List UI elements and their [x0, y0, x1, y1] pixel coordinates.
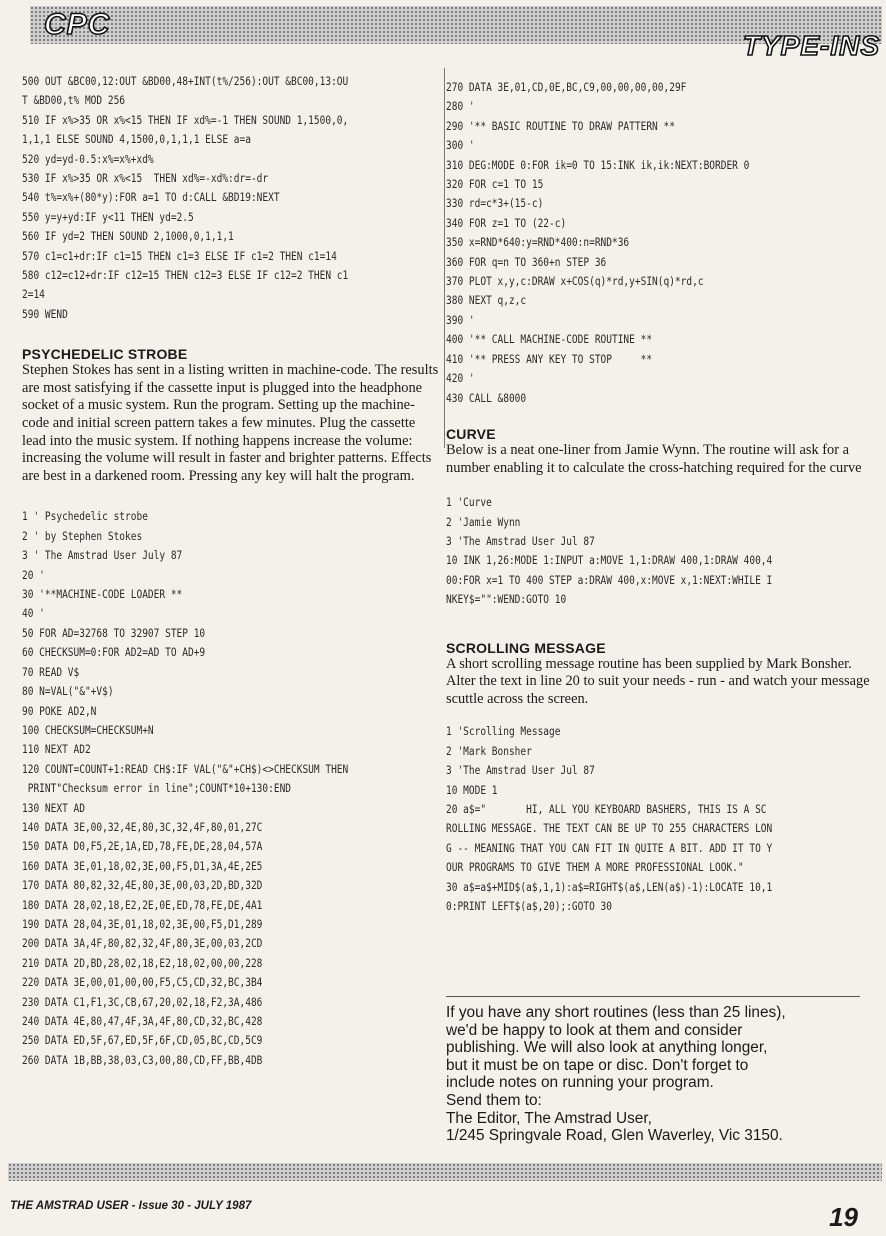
strobe-description: Stephen Stokes has sent in a listing written in machine-code. The results are most satisfying if the cassette input is plugged into the headphone socket of a music system. Run the program. Setting up the machine-code and initial screen pattern takes a few minutes. Plug the cassette lead into the music system. If nothing happens increase the volume: increasing the volume will result in faster and brighter patterns. Effects are best in a darkened room. Pressing any key will halt the program.: [22, 362, 439, 484]
note-line: but it must be on tape or disc. Don't forget to: [446, 1056, 749, 1074]
section-label-type-ins: TYPE-INS: [742, 30, 880, 61]
curve-description: Below is a neat one-liner from Jamie Wynn. The routine will ask for a number enabling it to calculate the cross-hatching required for the curve: [446, 441, 862, 476]
heading-scrolling-message: SCROLLING MESSAGE: [446, 639, 606, 656]
listing-strobe-continued: 270 DATA 3E,01,CD,0E,BC,C9,00,00,00,00,29F 280 ' 290 '** BASIC ROUTINE TO DRAW PATTERN ** 300 ' 310 DEG:MODE 0:FOR ik=0 TO 15:INK ik,ik:NEXT:BORDER 0 320 FOR c=1 TO 15 330 rd=c*3+(15-c) 340 FOR z=1 TO (22-c) 350 x=RND*640:y=RND*400:n=RND*36 360 FOR q=n TO 360+n STEP 36 370 PLOT x,y,c:DRAW x+COS(q)*rd,y+SIN(q)*rd,c 380 NEXT q,z,c 390 ' 400 '** CALL MACHINE-CODE ROUTINE ** 410 '** PRESS ANY KEY TO STOP ** 420 ' 430 CALL &8000: [446, 80, 750, 405]
listing-psychedelic-strobe: 1 ' Psychedelic strobe 2 ' by Stephen Stokes 3 ' The Amstrad User July 87 20 ' 30 '**MACHINE-CODE LOADER ** 40 ' 50 FOR AD=32768 TO 32907 STEP 10 60 CHECKSUM=0:FOR AD2=AD TO AD+9 70 READ V$ 80 N=VAL("&"+V$) 90 POKE AD2,N 100 CHECKSUM=CHECKSUM+N 110 NEXT AD2 120 COUNT=COUNT+1:READ CH$:IF VAL("&"+CH$)<>CHECKSUM THEN PRINT"Checksum error in line";COUNT*10+130:END 130 NEXT AD 140 DATA 3E,00,32,4E,80,3C,32,4F,80,01,27C 150 DATA D0,F5,2E,1A,ED,78,FE,DE,28,04,57A 160 DATA 3E,01,18,02,3E,00,F5,D1,3A,4E,2E5 170 DATA 80,82,32,4E,80,3E,00,03,2D,BD,32D 180 DATA 28,02,18,E2,2E,0E,ED,78,FE,DE,4A1 190 DATA 28,04,3E,01,18,02,3E,00,F5,D1,289 200 DATA 3A,4F,80,82,32,4F,80,3E,00,03,2CD 210 DATA 2D,BD,28,02,18,E2,18,02,00,00,228 220 DATA 3E,00,01,00,00,F5,C5,CD,32,BC,3B4 230 DATA C1,F1,3C,CB,67,20,02,18,F2,3A,486 240 DATA 4E,80,47,4F,3A,4F,80,CD,32,BC,428 250 DATA ED,5F,67,ED,5F,6F,CD,05,BC,CD,5C9 260 DATA 1B,BB,38,03,C3,00,80,CD,FF,BB,4DB: [22, 509, 349, 1067]
scrolling-message-description: A short scrolling message routine has been supplied by Mark Bonsher. Alter the text in line 20 to suit your needs - run - and watch your message scuttle across the screen.: [446, 655, 870, 707]
right-column: [446, 78, 871, 916]
left-column: [22, 72, 442, 1070]
footer-band: [8, 1163, 882, 1181]
note-line: If you have any short routines (less than 25 lines),: [446, 1004, 786, 1021]
listing-curve: 1 'Curve 2 'Jamie Wynn 3 'The Amstrad User Jul 87 10 INK 1,26:MODE 1:INPUT a:MOVE 1,1:DRAW 400,1:DRAW 400,4 00:FOR x=1 TO 400 STEP a:DRAW 400,x:MOVE x,1:NEXT:WHILE I NKEY$="":WEND:GOTO 10: [446, 495, 773, 607]
listing-scrolling-message: 1 'Scrolling Message 2 'Mark Bonsher 3 'The Amstrad User Jul 87 10 MODE 1 20 a$=" HI, ALL YOU KEYBOARD BASHERS, THIS IS A SC ROLLING MESSAGE. THE TEXT CAN BE UP TO 255 CHARACTERS LON G -- MEANING THAT YOU CAN FIT IN QUITE A BIT. ADD IT TO Y OUR PROGRAMS TO GIVE THEM A MORE PROFESSIONAL LOOK." 30 a$=a$+MID$(a$,1,1):a$=RIGHT$(a$,LEN(a$)-1):LOCATE 10,1 0:PRINT LEFT$(a$,20);:GOTO 30: [446, 724, 773, 913]
note-line: The Editor, The Amstrad User,: [446, 1109, 652, 1127]
note-line: we'd be happy to look at them and consider: [446, 1021, 743, 1039]
submission-note: [446, 1004, 866, 1145]
note-line: include notes on running your program.: [446, 1074, 714, 1092]
heading-psychedelic-strobe: PSYCHEDELIC STROBE: [22, 346, 188, 363]
heading-curve: CURVE: [446, 425, 496, 442]
note-line: publishing. We will also look at anything longer,: [446, 1039, 768, 1057]
listing-bouncing-ball-end: 500 OUT &BC00,12:OUT &BD00,48+INT(t%/256):OUT &BC00,13:OU T &BD00,t% MOD 256 510 IF x%>35 OR x%<15 THEN IF xd%=-1 THEN SOUND 1,1500,0, 1,1,1 ELSE SOUND 4,1500,0,1,1,1 ELSE a=a 520 yd=yd-0.5:x%=x%+xd% 530 IF x%>35 OR x%<15 THEN xd%=-xd%:dr=-dr 540 t%=x%+(80*y):FOR a=1 TO d:CALL &BD19:NEXT 550 y=y+yd:IF y<11 THEN yd=2.5 560 IF yd=2 THEN SOUND 2,1000,0,1,1,1 570 c1=c1+dr:IF c1=15 THEN c1=3 ELSE IF c1=2 THEN c1=14 580 c12=c12+dr:IF c12=15 THEN c12=3 ELSE IF c12=2 THEN c1 2=14 590 WEND: [22, 74, 349, 321]
note-line: Send them to:: [446, 1091, 542, 1109]
magazine-issue-line: THE AMSTRAD USER - Issue 30 - JULY 1987: [10, 1200, 252, 1212]
section-label-cpc: CPC: [44, 8, 111, 41]
note-line: 1/245 Springvale Road, Glen Waverley, Vic 3150.: [446, 1127, 783, 1145]
note-divider: [446, 996, 860, 997]
page-number: 19: [829, 1202, 858, 1232]
column-divider: [444, 68, 445, 448]
